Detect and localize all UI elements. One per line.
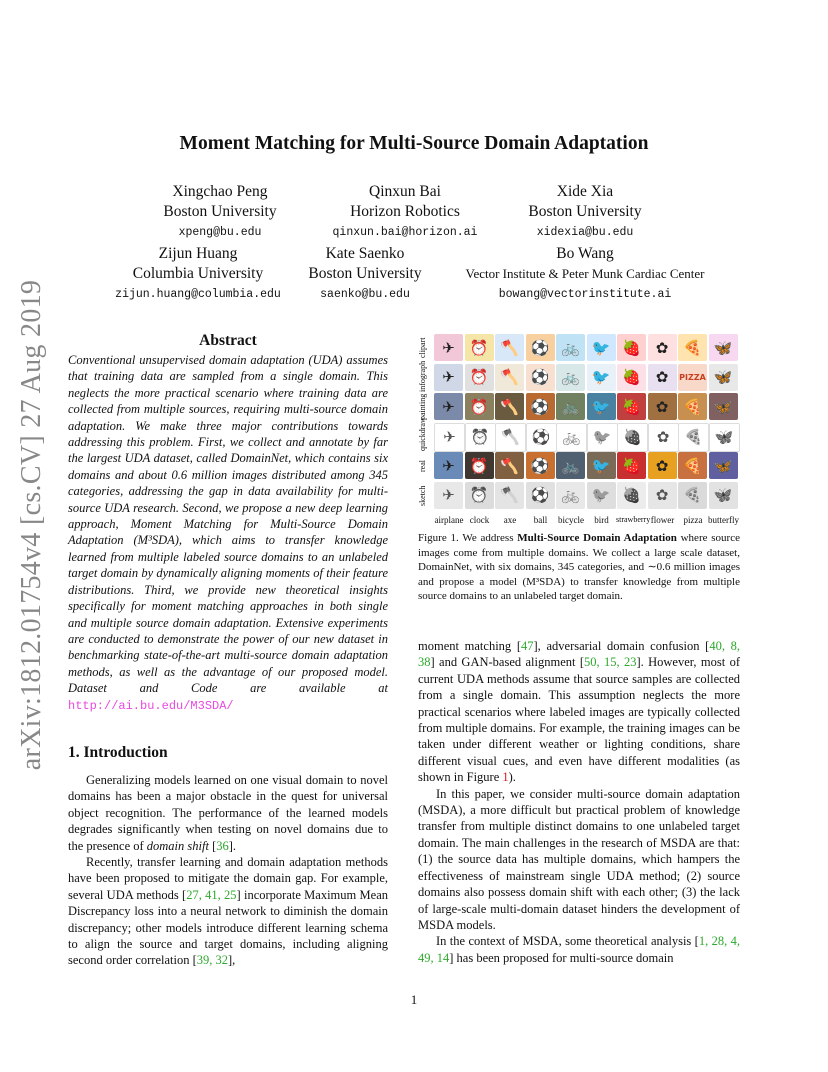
category-label: strawberry [616,515,651,524]
ball-icon: ⚽ [530,456,550,475]
author-email: zijun.huang@columbia.edu [115,288,281,301]
clock-icon: ⏰ [469,338,489,357]
thumbnail-clipart-ball [526,334,555,361]
thumbnail-sketch-strawberry [617,482,646,509]
pizza-icon: 🍕 [683,338,702,357]
thumbnail-clipart-bicycle [556,334,585,361]
author-block [455,244,715,306]
paper-title: Moment Matching for Multi-Source Domain Adaptation [179,133,649,154]
thumbnail-infograph-bird [587,364,616,391]
figure-1 [418,332,740,528]
thumbnail-sketch-axe [495,482,524,509]
section-heading: 1. Introduction [68,744,168,761]
author-name: Kate Saenko [325,245,405,262]
bicycle-icon: 🚲 [562,428,581,446]
ball-icon: ⚽ [530,338,550,357]
thumbnail-painting-bicycle [556,393,585,420]
domain-row-label: infograph [418,360,427,392]
thumbnail-clipart-clock [465,334,494,361]
bicycle-icon: 🚲 [561,486,580,504]
thumbnail-real-strawberry [617,452,646,479]
thumbnail-quickdraw-bird [587,423,618,452]
citation-link[interactable]: 47 [521,639,534,653]
bird-icon: 🐦 [591,456,611,475]
author-affiliation: Columbia University [132,265,264,282]
thumbnail-infograph-flower [648,364,677,391]
thumbnail-sketch-bird [587,482,616,509]
butterfly-icon: 🦋 [713,338,733,357]
airplane-icon: ✈ [442,456,455,475]
domain-row-label: sketch [418,485,427,506]
thumbnail-infograph-clock [465,364,494,391]
arxiv-sidebar [2,279,62,771]
citation-link[interactable]: 50, 15, 23 [584,655,637,670]
thumbnail-quickdraw-butterfly [709,423,740,452]
author-email: qinxun.bai@horizon.ai [332,226,478,239]
paragraph: In this paper, we consider multi-source domain adaptation (MSDA), a more difficult but practical problem of knowledge transfer from multiple distinct domains to one unlabeled target domain. The main challenges in the research of MSDA are that: (1) the source data has multiple domains, which hampers the effectiveness of mainstream single UDA method; (2) source domains also possess domain shift with each other; (3) the lack of large-scale multi-domain dataset hinders the development of MSDA models. [418,786,740,932]
butterfly-icon: 🦋 [713,368,733,386]
thumbnail-painting-ball [526,393,555,420]
author-affiliation: Horizon Robotics [350,203,460,220]
author-name: Qinxun Bai [369,183,441,200]
thumbnail-sketch-ball [526,482,555,509]
thumbnail-infograph-strawberry [617,364,646,391]
flower-icon: ✿ [655,397,669,416]
butterfly-icon: 🦋 [713,397,733,416]
bicycle-icon: 🚲 [561,338,580,357]
author-name: Bo Wang [556,245,614,262]
pizza-icon: 🍕 [684,428,703,446]
ball-icon: ⚽ [530,486,550,504]
author-block [88,244,308,306]
author-email: xidexia@bu.edu [536,226,634,239]
author-email: saenko@bu.edu [320,288,410,301]
category-label: axe [503,515,517,525]
airplane-icon: ✈ [442,368,455,386]
abstract-body [68,352,388,714]
axe-icon: 🪓 [500,397,519,416]
airplane-icon: ✈ [442,486,455,504]
thumbnail-infograph-bicycle [556,364,585,391]
thumbnail-sketch-pizza [678,482,707,509]
thumbnail-quickdraw-clock [465,423,496,452]
code-link[interactable]: http://ai.bu.edu/M3SDA/ [68,698,234,713]
thumbnail-clipart-axe [495,334,524,361]
thumbnail-infograph-ball [526,364,555,391]
strawberry-icon: 🍓 [622,486,641,504]
citation-link[interactable]: 36 [216,838,229,853]
pizza-icon: PIZZA [679,372,706,382]
domain-row-label: real [418,460,427,472]
paragraph: Generalizing models learned on one visual domain to novel domains has been a major obstacle in the quest for universal object recognition. The performance of the learned models degrades significantly when testing on novel domains due to the presence of domain shift [36]. [68,773,388,853]
clock-icon: ⏰ [469,397,489,416]
author-block [300,244,430,306]
flower-icon: ✿ [655,486,669,504]
bird-icon: 🐦 [591,486,611,504]
thumbnail-real-airplane [434,452,463,479]
category-label: ball [533,515,548,525]
axe-icon: 🪓 [500,456,519,475]
strawberry-icon: 🍓 [622,338,641,357]
axe-icon: 🪓 [501,428,520,446]
category-label: butterfly [708,515,739,525]
bird-icon: 🐦 [591,368,611,386]
thumbnail-real-clock [465,452,494,479]
flower-icon: ✿ [656,428,670,446]
bird-icon: 🐦 [591,338,611,357]
axe-icon: 🪓 [500,486,519,504]
pizza-icon: 🍕 [683,397,702,416]
category-label: bicycle [558,515,584,525]
author-email: bowang@vectorinstitute.ai [498,288,672,301]
flower-icon: ✿ [655,338,669,357]
thumbnail-real-bicycle [556,452,585,479]
axe-icon: 🪓 [500,368,519,386]
abstract-heading: Abstract [199,332,257,349]
category-label: clock [469,515,490,525]
category-label: flower [650,515,675,525]
author-affiliation: Boston University [528,203,642,220]
thumbnail-clipart-bird [587,334,616,361]
bird-icon: 🐦 [592,428,612,446]
clock-icon: ⏰ [469,368,489,386]
citation-link[interactable]: 27, 41, 25 [186,887,237,902]
thumbnail-sketch-airplane [434,482,463,509]
airplane-icon: ✈ [442,338,455,357]
paragraph: Recently, transfer learning and domain adaptation methods have been proposed to mitigate the domain gap. For example, several UDA methods [27, 41, 25] incorporate Maximum Mean Discrepancy loss into a neural network to diminish the domain discrepancy; other models introduce different learning schema to align the source and target domains, including aligning second order correlation [39, 32], [68,855,389,968]
thumbnail-sketch-clock [465,482,494,509]
thumbnail-sketch-bicycle [556,482,585,509]
author-email: xpeng@bu.edu [178,226,262,239]
thumbnail-clipart-pizza [678,334,707,361]
thumbnail-clipart-flower [648,334,677,361]
butterfly-icon: 🦋 [714,428,734,446]
thumbnail-quickdraw-strawberry [617,423,648,452]
author-block [310,182,500,244]
thumbnail-painting-bird [587,393,616,420]
thumbnail-quickdraw-bicycle [556,423,587,452]
author-name: Xide Xia [556,183,614,200]
thumbnail-painting-pizza [678,393,707,420]
thumbnail-painting-airplane [434,393,463,420]
intro-right-column [418,638,740,966]
thumbnail-quickdraw-axe [495,423,526,452]
axe-icon: 🪓 [500,338,519,357]
category-label: airplane [434,515,464,525]
pizza-icon: 🍕 [683,456,702,475]
thumbnail-quickdraw-pizza [678,423,709,452]
clock-icon: ⏰ [470,428,490,446]
bird-icon: 🐦 [591,397,611,416]
thumbnail-real-bird [587,452,616,479]
ball-icon: ⚽ [531,428,551,446]
butterfly-icon: 🦋 [713,456,733,475]
paragraph: In the context of MSDA, some theoretical analysis [1, 28, 4, 49, 14] has been proposed for multi-source domain [418,934,741,965]
ball-icon: ⚽ [530,368,550,386]
strawberry-icon: 🍓 [622,456,641,475]
domain-row-label: quickdraw [418,416,427,451]
author-affiliation: Boston University [163,203,277,220]
thumbnail-clipart-strawberry [617,334,646,361]
abstract-text: Conventional unsupervised domain adaptation (UDA) assumes that training data are sampled from a single domain. This neglects the more practical scenario where training data are collected from multiple sources, requiring multi-source domain adaptation. We make three major contributions towards addressing this problem. First, we collect and annotate by far the largest UDA dataset, called DomainNet, which contains six domains and about 0.6 million images distributed among 345 categories, addressing the gap in data availability for multi-source UDA research. Second, we propose a new deep learning approach, Moment Matching for Multi-Source Domain Adaptation (M³SDA), which aims to transfer knowledge learned from multiple labeled source domains to an unlabeled target domain by dynamically aligning moments of their feature distributions. Third, we provide new theoretical insights specifically for moment matching approaches in both single and multiple source domain adaptation. Extensive experiments are conducted to demonstrate the power of our new dataset in benchmarking state-of-the-art multi-source domain adaptation methods, as well as the advantage of our proposed model. Dataset and Code are available at [68,353,388,696]
thumbnail-painting-butterfly [709,393,738,420]
thumbnail-infograph-airplane [434,364,463,391]
strawberry-icon: 🍓 [623,428,642,446]
thumbnail-infograph-butterfly [709,364,738,391]
airplane-icon: ✈ [442,397,455,416]
thumbnail-sketch-butterfly [709,482,738,509]
clock-icon: ⏰ [469,456,489,475]
category-label: bird [594,515,609,525]
author-affiliation: Boston University [308,265,422,282]
strawberry-icon: 🍓 [622,368,641,386]
thumbnail-painting-strawberry [617,393,646,420]
thumbnail-real-butterfly [709,452,738,479]
thumbnail-clipart-butterfly [709,334,738,361]
thumbnail-painting-axe [495,393,524,420]
thumbnail-clipart-airplane [434,334,463,361]
domain-row-label: painting [418,393,427,421]
page-number: 1 [410,992,418,1007]
butterfly-icon: 🦋 [713,486,733,504]
bicycle-icon: 🚲 [561,368,580,386]
category-label: pizza [683,515,703,525]
pizza-icon: 🍕 [683,486,702,504]
clock-icon: ⏰ [469,486,489,504]
thumbnail-painting-clock [465,393,494,420]
arxiv-identifier: arXiv:1812.01754v4 [cs.CV] 27 Aug 2019 [16,279,47,771]
bicycle-icon: 🚲 [561,397,580,416]
domain-row-label: clipart [418,337,427,359]
thumbnail-real-flower [648,452,677,479]
citation-link[interactable]: 1, 28, 4, 49, 14 [418,934,741,965]
author-name: Zijun Huang [158,245,238,262]
thumbnail-real-axe [495,452,524,479]
thumbnail-real-ball [526,452,555,479]
figure-ref-link[interactable]: 1 [502,770,509,785]
author-block [505,182,665,244]
thumbnail-quickdraw-ball [526,423,557,452]
airplane-icon: ✈ [443,428,456,446]
thumbnail-quickdraw-flower [648,423,679,452]
thumbnail-real-pizza [678,452,707,479]
thumbnail-infograph-axe [495,364,524,391]
citation-link[interactable]: 39, 32 [196,953,229,968]
flower-icon: ✿ [655,368,669,386]
thumbnail-sketch-flower [648,482,677,509]
flower-icon: ✿ [655,456,669,475]
figure-caption: Figure 1. We address Multi-Source Domain Adaptation where source images come from multiple domains. We collect a large scale dataset, DomainNet, with six domains, 345 categories, and ∼0.6 million images and propose a model (M³SDA) to transfer knowledge from multiple source domains to an unlabeled target domain. [418,532,740,603]
strawberry-icon: 🍓 [622,397,641,416]
paragraph: moment matching [47], adversarial domain confusion [40, 8, 38] and GAN-based alignment [50, 15, 23]. However, most of current UDA methods assume that source samples are collected from a single domain. This assumption neglects the more practical scenarios where labeled images are typically collected from multiple domains. For example, the training images can be taken under different weather or lighting conditions, share different visual cues, and even have different modalities (as shown in Figure 1). [418,639,740,785]
author-name: Xingchao Peng [172,183,268,200]
author-block [140,182,300,244]
bicycle-icon: 🚲 [561,456,580,475]
thumbnail-quickdraw-airplane [434,423,465,452]
citation-link[interactable]: 40, 8, 38 [418,639,740,670]
author-affiliation: Vector Institute & Peter Munk Cardiac Center [465,266,705,281]
thumbnail-painting-flower [648,393,677,420]
ball-icon: ⚽ [530,397,550,416]
intro-left-column [68,772,388,969]
thumbnail-infograph-pizza [678,364,707,391]
